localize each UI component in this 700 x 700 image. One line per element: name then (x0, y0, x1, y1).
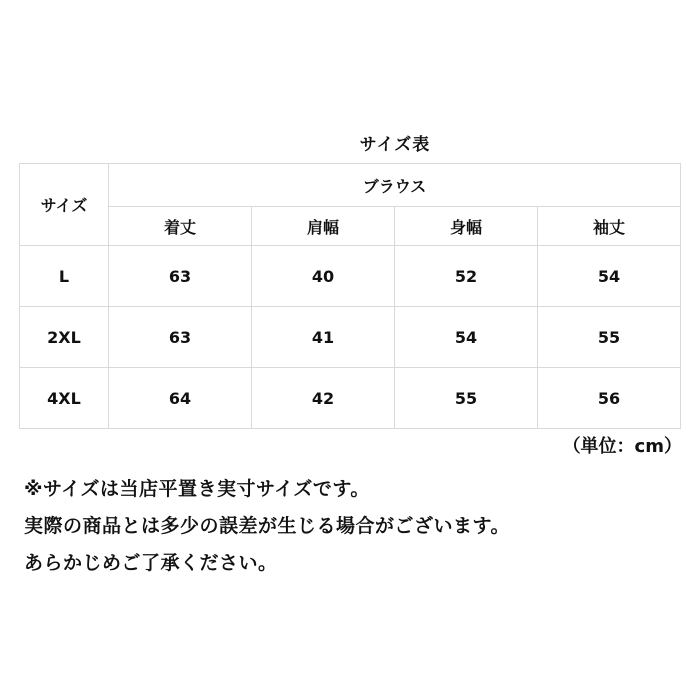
page-title: サイズ表 (359, 135, 431, 155)
table-cell: 52 (395, 246, 538, 307)
column-header-shoulder: 肩幅 (252, 207, 395, 246)
table-cell: 54 (538, 246, 681, 307)
table-header-row (20, 164, 681, 207)
table-cell: 41 (252, 307, 395, 368)
note-line: 実際の商品とは多少の誤差が生じる場合がございます。 (24, 515, 510, 537)
table-cell: 54 (395, 307, 538, 368)
size-label: L (20, 246, 109, 307)
table-row (20, 307, 681, 368)
unit-note: （単位：cm） (562, 436, 682, 457)
column-header-sleeve: 袖丈 (538, 207, 681, 246)
note-line: あらかじめご了承ください。 (24, 552, 278, 574)
size-table (19, 163, 681, 429)
table-cell: 63 (109, 307, 252, 368)
table-cell: 55 (395, 368, 538, 429)
size-label: 2XL (20, 307, 109, 368)
table-cell: 40 (252, 246, 395, 307)
table-row (20, 246, 681, 307)
table-cell: 55 (538, 307, 681, 368)
column-header-width: 身幅 (395, 207, 538, 246)
table-cell: 64 (109, 368, 252, 429)
size-label: 4XL (20, 368, 109, 429)
table-row (20, 368, 681, 429)
table-cell: 42 (252, 368, 395, 429)
table-cell: 63 (109, 246, 252, 307)
note-line: ※サイズは当店平置き実寸サイズです。 (24, 478, 370, 500)
size-column-header: サイズ (20, 164, 109, 246)
table-cell: 56 (538, 368, 681, 429)
blouse-group-header: ブラウス (109, 164, 681, 207)
column-header-length: 着丈 (109, 207, 252, 246)
table-subheader-row (20, 207, 681, 246)
